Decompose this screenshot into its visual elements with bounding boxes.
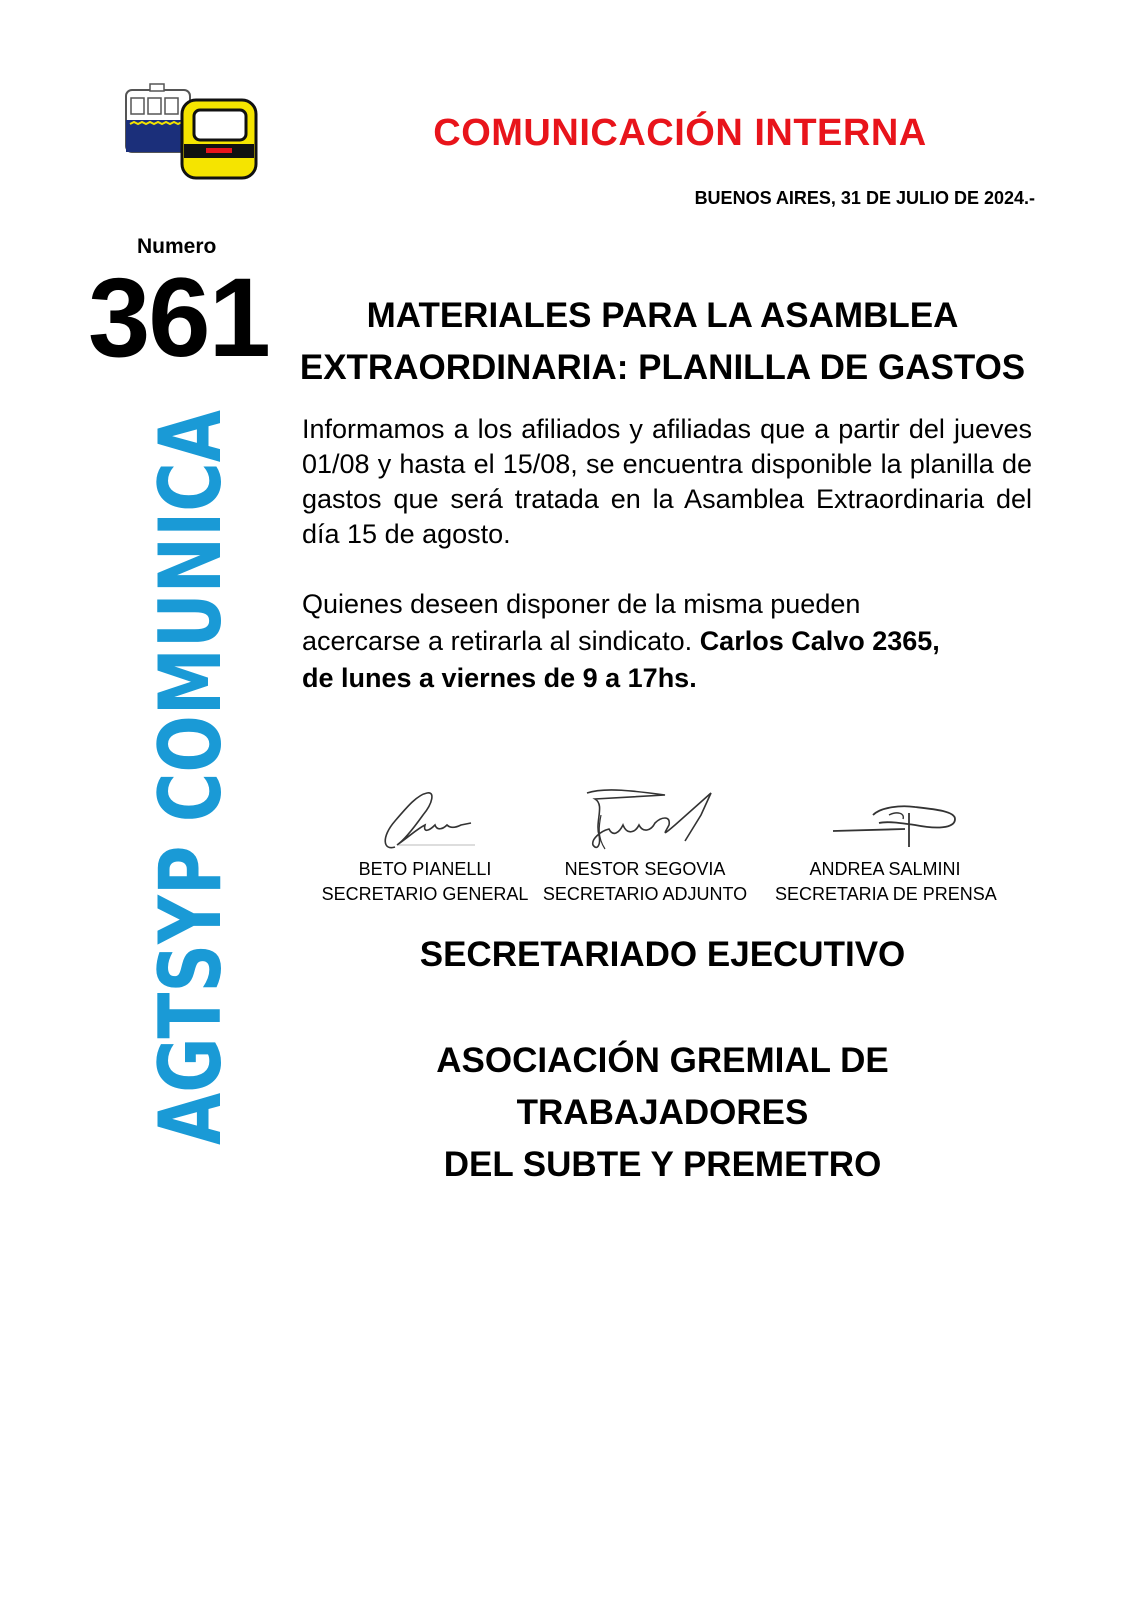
issue-number: 361 — [88, 255, 269, 380]
signature-3-icon — [805, 785, 965, 857]
headline — [290, 290, 1035, 394]
signature-block-1 — [315, 785, 535, 907]
signatory-name: ANDREA SALMINI — [809, 859, 961, 879]
headline-line-2: EXTRAORDINARIA: PLANILLA DE GASTOS — [299, 348, 1026, 387]
office-hours: de lunes a viernes de 9 a 17hs. — [302, 663, 697, 693]
signatory-name: BETO PIANELLI — [358, 859, 492, 879]
signatory-role: SECRETARIO ADJUNTO — [542, 884, 748, 904]
organization-name — [290, 1035, 1035, 1191]
secretariado-heading: SECRETARIADO EJECUTIVO — [419, 935, 906, 974]
signatory-name: NESTOR SEGOVIA — [564, 859, 726, 879]
body-paragraph-2 — [302, 586, 1032, 697]
organization-line-2: DEL SUBTE Y PREMETRO — [443, 1145, 882, 1184]
signatory-role: SECRETARIO GENERAL — [321, 884, 529, 904]
signature-block-2 — [535, 785, 755, 907]
signatory-role: SECRETARIA DE PRENSA — [775, 884, 997, 904]
train-logo-icon — [124, 82, 259, 182]
headline-line-1: MATERIALES PARA LA ASAMBLEA — [366, 296, 959, 335]
signature-1-icon — [355, 785, 495, 857]
organization-line-1: ASOCIACIÓN GREMIAL DE TRABAJADORES — [436, 1041, 889, 1132]
address: Carlos Calvo 2365, — [699, 626, 940, 656]
paragraph-2-line-2-plain: acercarse a retirarla al sindicato. — [302, 626, 693, 656]
signature-block-3 — [775, 785, 995, 907]
document-title: COMUNICACIÓN INTERNA — [433, 112, 927, 154]
body-paragraph-1: Informamos a los afiliados y afiliadas que a partir del jueves 01/08 y hasta el 15/08, se encuentra disponible la planilla de gastos que será tratada en la Asamblea Extraordinaria del día 15 de agosto. — [302, 414, 1032, 549]
document-date: BUENOS AIRES, 31 DE JULIO DE 2024.- — [694, 188, 1035, 208]
issue-number-label: Numero — [137, 235, 217, 258]
side-banner — [145, 405, 225, 1150]
side-banner-text: AGTSYP COMU — [145, 441, 225, 1145]
paragraph-2-line-1: Quienes deseen disponer de la misma pueden — [302, 589, 861, 619]
signature-2-icon — [565, 785, 725, 857]
